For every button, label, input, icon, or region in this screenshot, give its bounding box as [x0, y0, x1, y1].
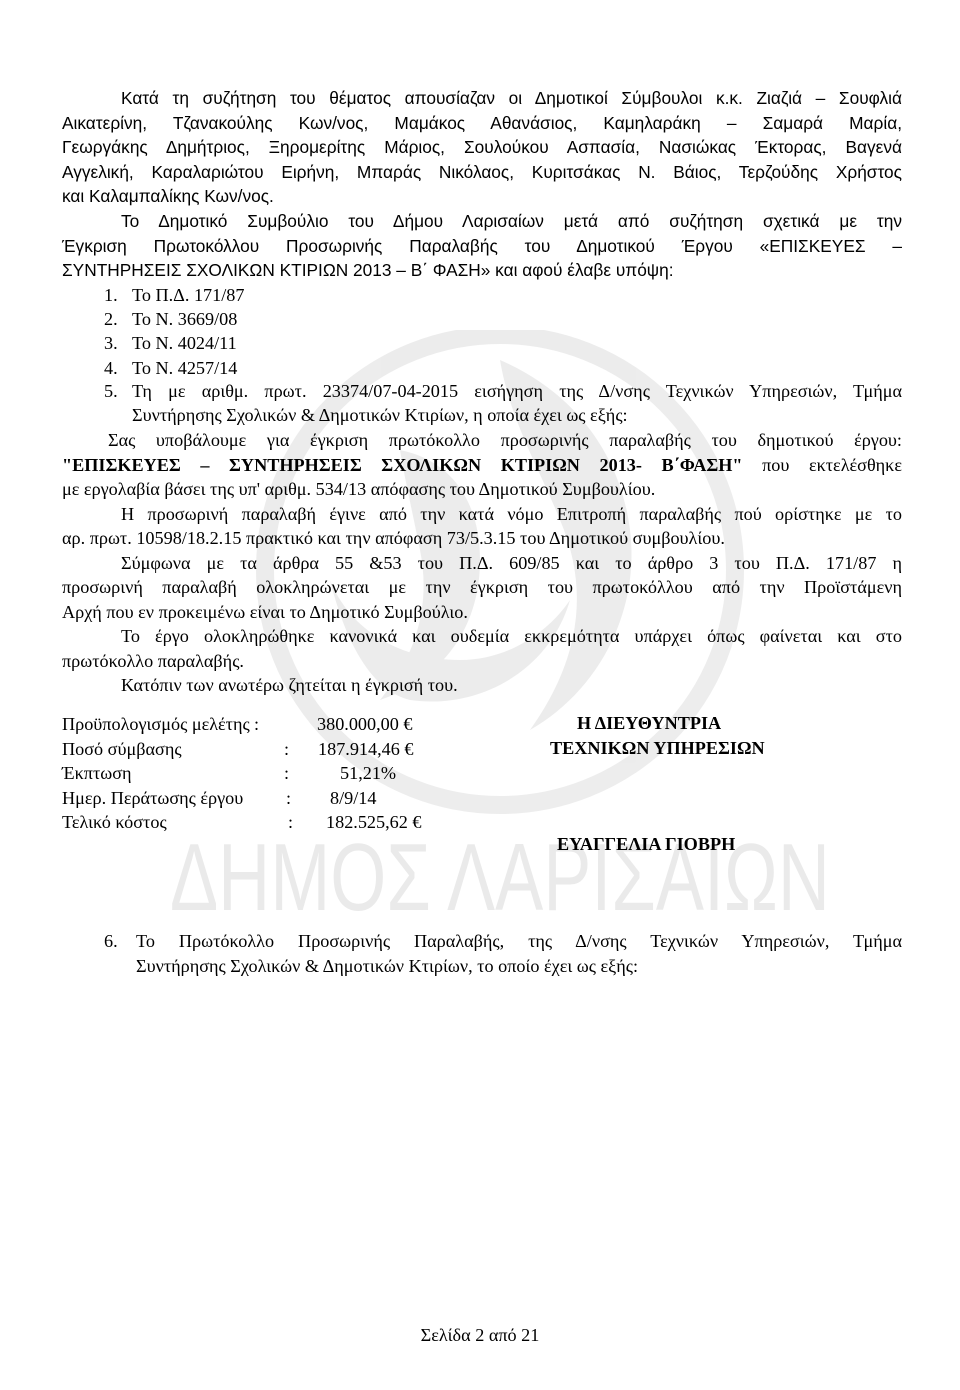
- list-item: 3. Το Ν. 4024/11: [104, 333, 237, 354]
- financial-separator: :: [286, 787, 292, 808]
- considerations-list: [104, 283, 245, 380]
- financial-value: 182.525,62 €: [326, 812, 422, 833]
- proposal-line-9: Το έργο ολοκληρώθηκε κανονικά και ουδεμία εκκρεμότητα υπάρχει όπως φαίνεται και στο: [121, 626, 902, 647]
- proposal-text: [62, 428, 902, 698]
- consideration-item-6: [104, 929, 902, 978]
- list-item: 2. Το Ν. 3669/08: [104, 309, 238, 330]
- absence-paragraph: [62, 86, 902, 209]
- proposal-line-5: αρ. πρωτ. 10598/18.2.15 πρακτικό και την απόφαση 73/5.3.15 του Δημοτικού συμβουλίου.: [62, 528, 725, 549]
- financial-separator: :: [284, 738, 290, 759]
- financial-value: 380.000,00 €: [317, 714, 413, 734]
- financial-label: Τελικό κόστος: [62, 812, 167, 833]
- list-item: 1. Το Π.Δ. 171/87: [104, 285, 245, 305]
- item-5-line-1: Τη με αριθμ. πρωτ. 23374/07-04-2015 εισήγηση της Δ/νσης Τεχνικών Υπηρεσιών, Τμήμα: [132, 381, 902, 401]
- proposal-line-4: Η προσωρινή παραλαβή έγινε από την κατά νόμο Επιτροπή παραλαβής πού ορίστηκε με το: [121, 503, 902, 524]
- signature-title-1: Η ΔΙΕΥΘΥΝΤΡΙΑ: [577, 713, 722, 733]
- proposal-line-7: προσωρινή παραλαβή ολοκληρώνεται με την έγκριση του πρωτοκόλλου από την Προϊστάμενη: [62, 577, 902, 598]
- proposal-line-8: Αρχή που εν προκειμένω είναι το Δημοτικό Συμβούλιο.: [62, 601, 468, 622]
- project-title: "ΕΠΙΣΚΕΥΕΣ – ΣΥΝΤΗΡΗΣΕΙΣ ΣΧΟΛΙΚΩΝ ΚΤΙΡΙΩΝ 2013- Β΄ΦΑΣΗ": [62, 454, 743, 475]
- item-5-number: 5.: [104, 381, 118, 401]
- watermark-text: ΔΗΜΟΣ ΛΑΡΙΣΑΙΩΝ: [170, 824, 830, 930]
- absence-line-2: Αικατερίνη, Τζανακούλης Κων/νος, Μαμάκος Αθανάσιος, Καμηλαράκη – Σαμαρά Μαρία,: [62, 112, 902, 133]
- item-6-number: 6.: [104, 931, 118, 951]
- council-line-3: ΣΥΝΤΗΡΗΣΕΙΣ ΣΧΟΛΙΚΩΝ ΚΤΙΡΙΩΝ 2013 – Β΄ ΦΑΣΗ» και αφού έλαβε υπόψη:: [62, 260, 674, 281]
- financial-label: Ποσό σύμβασης: [62, 738, 182, 759]
- financial-label: Ημερ. Περάτωσης έργου: [62, 787, 244, 808]
- financial-value: 51,21%: [340, 763, 397, 784]
- absence-line-5: και Καλαμπαλίκης Κων/νος.: [62, 186, 274, 207]
- signature-title-2: ΤΕΧΝΙΚΩΝ ΥΠΗΡΕΣΙΩΝ: [550, 738, 765, 758]
- consideration-item-5: [104, 379, 902, 428]
- proposal-line-1: Σας υποβάλουμε για έγκριση πρωτόκολλο προσωρινής παραλαβής του δημοτικού έργου:: [108, 430, 902, 450]
- financial-separator: :: [284, 763, 290, 784]
- financial-label: Προϋπολογισμός μελέτης: [62, 714, 250, 734]
- item-6-line-1: Το Πρωτόκολλο Προσωρινής Παραλαβής, της Δ/νσης Τεχνικών Υπηρεσιών, Τμήμα: [136, 931, 902, 951]
- absence-line-1: Κατά τη συζήτηση του θέματος απουσίαζαν οι Δημοτικοί Σύμβουλοι κ.κ. Ζιαζιά – Σουφλιά: [121, 88, 902, 108]
- financial-value: 8/9/14: [330, 787, 377, 808]
- council-line-1: Το Δημοτικό Συμβούλιο του Δήμου Λαρισαίων μετά από συζήτηση σχετικά με την: [121, 211, 902, 231]
- item-6-line-2: Συντήρησης Σχολικών & Δημοτικών Κτιρίων, το οποίο έχει ως εξής:: [136, 955, 639, 976]
- proposal-line-10: πρωτόκολλο παραλαβής.: [62, 650, 244, 671]
- proposal-line-6: Σύμφωνα με τα άρθρα 55 &53 του Π.Δ. 609/85 και το άρθρο 3 του Π.Δ. 171/87 η: [121, 552, 902, 573]
- financial-label: Έκπτωση: [62, 763, 132, 784]
- financial-separator: :: [254, 714, 260, 734]
- page-number: Σελίδα 2 από 21: [420, 1325, 540, 1345]
- item-5-line-2: Συντήρησης Σχολικών & Δημοτικών Κτιρίων, η οποία έχει ως εξής:: [132, 405, 628, 426]
- council-line-2: Έγκριση Πρωτοκόλλου Προσωρινής Παραλαβής του Δημοτικού Έργου «ΕΠΙΣΚΕΥΕΣ –: [62, 235, 902, 256]
- list-item: 4. Το Ν. 4257/14: [104, 357, 238, 378]
- signature-name: ΕΥΑΓΓΕΛΙΑ ΓΙΟΒΡΗ: [557, 834, 736, 854]
- financial-value: 187.914,46 €: [318, 738, 414, 759]
- council-paragraph: [62, 209, 902, 283]
- absence-line-4: Αγγελική, Καραλαριώτου Ειρήνη, Μπαράς Νικόλαος, Κυριτσάκας Ν. Βάιος, Τερζούδης Χρήστος: [62, 161, 902, 182]
- proposal-line-3: με εργολαβία βάσει της υπ' αριθμ. 534/13 απόφασης του Δημοτικού Συμβουλίου.: [62, 479, 656, 500]
- proposal-line-11: Κατόπιν των ανωτέρω ζητείται η έγκρισή του.: [121, 675, 458, 696]
- absence-line-3: Γεωργάκης Δημήτριος, Ξηρομερίτης Μάριος, Σουλούκου Ασπασία, Νασιώκας Έκτορας, Βαγενά: [62, 137, 902, 158]
- financial-separator: :: [288, 812, 294, 833]
- proposal-line-2: "ΕΠΙΣΚΕΥΕΣ – ΣΥΝΤΗΡΗΣΕΙΣ ΣΧΟΛΙΚΩΝ ΚΤΙΡΙΩΝ 2013- Β΄ΦΑΣΗ" που εκτελέσθηκε: [62, 454, 902, 475]
